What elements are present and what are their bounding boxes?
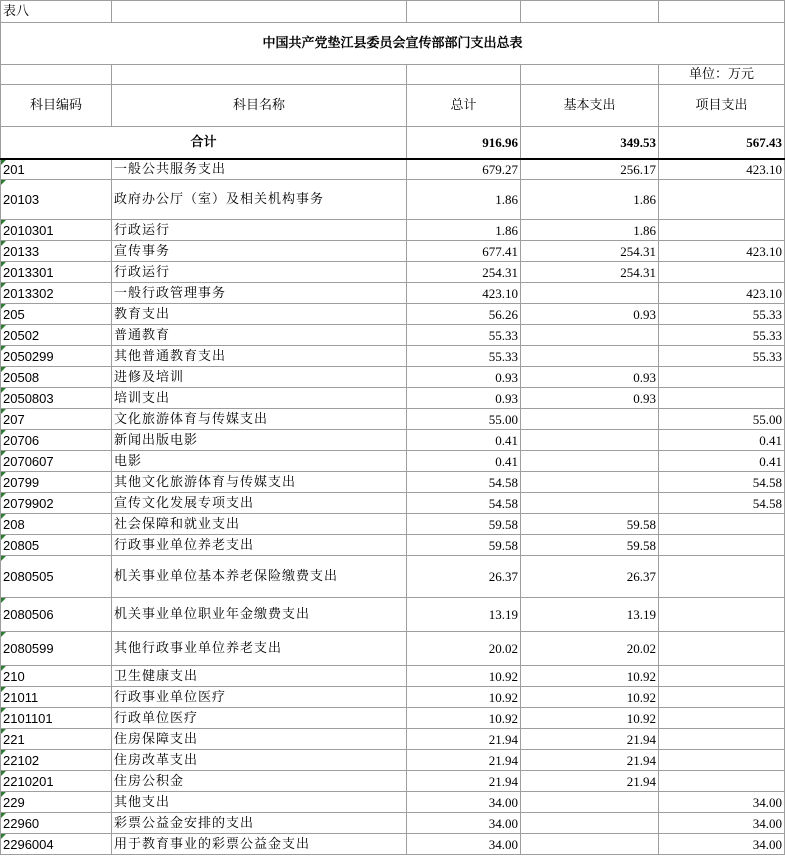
row-project[interactable]: 34.00 xyxy=(659,792,785,813)
row-code[interactable]: 22960 xyxy=(1,813,112,834)
row-project[interactable] xyxy=(659,514,785,535)
row-total[interactable]: 1.86 xyxy=(407,180,521,220)
empty-cell[interactable] xyxy=(521,65,659,85)
header-project[interactable]: 项目支出 xyxy=(659,85,785,127)
row-total[interactable]: 21.94 xyxy=(407,750,521,771)
row-project[interactable]: 0.41 xyxy=(659,430,785,451)
row-name[interactable]: 用于教育事业的彩票公益金支出 xyxy=(112,834,407,855)
row-total[interactable]: 20.02 xyxy=(407,632,521,666)
row-project[interactable] xyxy=(659,632,785,666)
row-code[interactable]: 20706 xyxy=(1,430,112,451)
table-row xyxy=(1,451,785,472)
table-row xyxy=(1,367,785,388)
empty-cell[interactable] xyxy=(1,65,112,85)
row-total[interactable]: 0.41 xyxy=(407,451,521,472)
table-row xyxy=(1,304,785,325)
row-project[interactable] xyxy=(659,262,785,283)
row-total[interactable]: 59.58 xyxy=(407,535,521,556)
table-row xyxy=(1,792,785,813)
row-project[interactable]: 55.33 xyxy=(659,325,785,346)
row-code[interactable]: 2080506 xyxy=(1,598,112,632)
row-project[interactable] xyxy=(659,708,785,729)
row-total[interactable]: 21.94 xyxy=(407,729,521,750)
row-code[interactable]: 2013302 xyxy=(1,283,112,304)
row-basic[interactable]: 21.94 xyxy=(521,771,659,792)
row-project[interactable] xyxy=(659,729,785,750)
row-project[interactable]: 55.33 xyxy=(659,304,785,325)
table-row xyxy=(1,493,785,514)
row-name[interactable]: 进修及培训 xyxy=(112,367,407,388)
table-row xyxy=(1,262,785,283)
row-total[interactable]: 21.94 xyxy=(407,771,521,792)
row-code[interactable]: 229 xyxy=(1,792,112,813)
table-row xyxy=(1,556,785,598)
table-row xyxy=(1,220,785,241)
row-project[interactable]: 0.41 xyxy=(659,451,785,472)
row-project[interactable]: 34.00 xyxy=(659,813,785,834)
table-row xyxy=(1,729,785,750)
row-code[interactable]: 22102 xyxy=(1,750,112,771)
row-name[interactable]: 电影 xyxy=(112,451,407,472)
row-project[interactable] xyxy=(659,180,785,220)
row-code[interactable]: 2080505 xyxy=(1,556,112,598)
row-name[interactable]: 培训支出 xyxy=(112,388,407,409)
table-row xyxy=(1,388,785,409)
row-basic[interactable]: 59.58 xyxy=(521,514,659,535)
row-code[interactable]: 2050299 xyxy=(1,346,112,367)
row-total[interactable]: 34.00 xyxy=(407,813,521,834)
total-row xyxy=(1,127,785,159)
row-total[interactable]: 10.92 xyxy=(407,708,521,729)
row-total[interactable]: 34.00 xyxy=(407,834,521,855)
row-code[interactable]: 2296004 xyxy=(1,834,112,855)
row-name[interactable]: 政府办公厅（室）及相关机构事务 xyxy=(112,180,407,220)
empty-cell[interactable] xyxy=(521,1,659,23)
row-name[interactable]: 普通教育 xyxy=(112,325,407,346)
row-project[interactable]: 55.00 xyxy=(659,409,785,430)
row-project[interactable]: 54.58 xyxy=(659,472,785,493)
row-total[interactable]: 1.86 xyxy=(407,220,521,241)
row-basic[interactable] xyxy=(521,409,659,430)
row-basic[interactable] xyxy=(521,472,659,493)
row-code[interactable]: 2050803 xyxy=(1,388,112,409)
header-code[interactable]: 科目编码 xyxy=(1,85,112,127)
row-basic[interactable]: 256.17 xyxy=(521,159,659,180)
row-total[interactable]: 54.58 xyxy=(407,493,521,514)
row-total[interactable]: 254.31 xyxy=(407,262,521,283)
row-name[interactable]: 行政运行 xyxy=(112,220,407,241)
row-name[interactable]: 其他普通教育支出 xyxy=(112,346,407,367)
empty-cell[interactable] xyxy=(112,65,407,85)
row-code[interactable]: 2210201 xyxy=(1,771,112,792)
row-total[interactable]: 56.26 xyxy=(407,304,521,325)
row-basic[interactable]: 21.94 xyxy=(521,729,659,750)
row-project[interactable] xyxy=(659,535,785,556)
header-name[interactable]: 科目名称 xyxy=(112,85,407,127)
row-basic[interactable] xyxy=(521,493,659,514)
row-total[interactable]: 679.27 xyxy=(407,159,521,180)
row-name[interactable]: 新闻出版电影 xyxy=(112,430,407,451)
row-project[interactable]: 423.10 xyxy=(659,241,785,262)
row-total[interactable]: 26.37 xyxy=(407,556,521,598)
row-project[interactable] xyxy=(659,556,785,598)
row-project[interactable] xyxy=(659,750,785,771)
unit-row xyxy=(1,65,785,85)
row-code[interactable]: 20133 xyxy=(1,241,112,262)
empty-cell[interactable] xyxy=(659,1,785,23)
row-name[interactable]: 行政事业单位养老支出 xyxy=(112,535,407,556)
row-basic[interactable]: 254.31 xyxy=(521,262,659,283)
row-code[interactable]: 2079902 xyxy=(1,493,112,514)
row-basic[interactable] xyxy=(521,430,659,451)
row-project[interactable] xyxy=(659,388,785,409)
table-row xyxy=(1,325,785,346)
row-basic[interactable] xyxy=(521,346,659,367)
row-basic[interactable]: 0.93 xyxy=(521,388,659,409)
row-basic[interactable]: 59.58 xyxy=(521,535,659,556)
row-name[interactable]: 宣传文化发展专项支出 xyxy=(112,493,407,514)
empty-cell[interactable] xyxy=(407,65,521,85)
row-project[interactable] xyxy=(659,598,785,632)
row-code[interactable]: 20805 xyxy=(1,535,112,556)
row-project[interactable] xyxy=(659,367,785,388)
header-basic[interactable]: 基本支出 xyxy=(521,85,659,127)
row-code[interactable]: 210 xyxy=(1,666,112,687)
row-name[interactable]: 其他行政事业单位养老支出 xyxy=(112,632,407,666)
total-basic[interactable]: 349.53 xyxy=(521,127,659,159)
table-row xyxy=(1,409,785,430)
header-total[interactable]: 总计 xyxy=(407,85,521,127)
table-row xyxy=(1,535,785,556)
row-basic[interactable] xyxy=(521,792,659,813)
title-row xyxy=(1,23,785,65)
tag-row xyxy=(1,1,785,23)
empty-cell[interactable] xyxy=(407,1,521,23)
row-total[interactable]: 59.58 xyxy=(407,514,521,535)
row-code[interactable]: 2010301 xyxy=(1,220,112,241)
row-project[interactable] xyxy=(659,771,785,792)
row-name[interactable]: 住房改革支出 xyxy=(112,750,407,771)
row-code[interactable]: 207 xyxy=(1,409,112,430)
row-code[interactable]: 20508 xyxy=(1,367,112,388)
row-code[interactable]: 20799 xyxy=(1,472,112,493)
row-name[interactable]: 行政单位医疗 xyxy=(112,708,407,729)
row-code[interactable]: 20502 xyxy=(1,325,112,346)
table-row xyxy=(1,708,785,729)
row-name[interactable]: 机关事业单位职业年金缴费支出 xyxy=(112,598,407,632)
table-row xyxy=(1,750,785,771)
row-name[interactable]: 卫生健康支出 xyxy=(112,666,407,687)
table-row xyxy=(1,834,785,855)
row-basic[interactable]: 1.86 xyxy=(521,220,659,241)
row-project[interactable] xyxy=(659,220,785,241)
row-code[interactable]: 221 xyxy=(1,729,112,750)
row-total[interactable]: 0.93 xyxy=(407,388,521,409)
table-row xyxy=(1,283,785,304)
row-basic[interactable]: 0.93 xyxy=(521,304,659,325)
row-name[interactable]: 一般行政管理事务 xyxy=(112,283,407,304)
empty-cell[interactable] xyxy=(112,1,407,23)
row-name[interactable]: 一般公共服务支出 xyxy=(112,159,407,180)
table-row xyxy=(1,430,785,451)
table-row xyxy=(1,687,785,708)
row-code[interactable]: 2013301 xyxy=(1,262,112,283)
table-row xyxy=(1,813,785,834)
row-code[interactable]: 2101101 xyxy=(1,708,112,729)
sheet-tag[interactable]: 表八 xyxy=(1,1,112,23)
row-name[interactable]: 其他支出 xyxy=(112,792,407,813)
row-project[interactable]: 423.10 xyxy=(659,283,785,304)
row-basic[interactable]: 10.92 xyxy=(521,708,659,729)
row-name[interactable]: 机关事业单位基本养老保险缴费支出 xyxy=(112,556,407,598)
row-basic[interactable]: 13.19 xyxy=(521,598,659,632)
row-total[interactable]: 13.19 xyxy=(407,598,521,632)
row-name[interactable]: 住房保障支出 xyxy=(112,729,407,750)
row-name[interactable]: 住房公积金 xyxy=(112,771,407,792)
row-total[interactable]: 677.41 xyxy=(407,241,521,262)
row-basic[interactable]: 10.92 xyxy=(521,687,659,708)
table-row xyxy=(1,346,785,367)
row-project[interactable]: 54.58 xyxy=(659,493,785,514)
row-basic[interactable]: 21.94 xyxy=(521,750,659,771)
row-basic[interactable] xyxy=(521,834,659,855)
total-label[interactable]: 合计 xyxy=(1,127,407,159)
row-basic[interactable] xyxy=(521,813,659,834)
row-name[interactable]: 行政运行 xyxy=(112,262,407,283)
row-basic[interactable]: 20.02 xyxy=(521,632,659,666)
total-value[interactable]: 916.96 xyxy=(407,127,521,159)
row-total[interactable]: 10.92 xyxy=(407,687,521,708)
row-name[interactable]: 行政事业单位医疗 xyxy=(112,687,407,708)
row-name[interactable]: 教育支出 xyxy=(112,304,407,325)
row-total[interactable]: 0.93 xyxy=(407,367,521,388)
row-basic[interactable]: 0.93 xyxy=(521,367,659,388)
row-total[interactable]: 0.41 xyxy=(407,430,521,451)
row-code[interactable]: 208 xyxy=(1,514,112,535)
row-basic[interactable]: 10.92 xyxy=(521,666,659,687)
row-basic[interactable]: 254.31 xyxy=(521,241,659,262)
row-basic[interactable]: 1.86 xyxy=(521,180,659,220)
row-name[interactable]: 彩票公益金安排的支出 xyxy=(112,813,407,834)
table-row xyxy=(1,159,785,180)
table-row xyxy=(1,598,785,632)
row-name[interactable]: 其他文化旅游体育与传媒支出 xyxy=(112,472,407,493)
row-basic[interactable] xyxy=(521,451,659,472)
row-total[interactable]: 55.33 xyxy=(407,346,521,367)
row-name[interactable]: 宣传事务 xyxy=(112,241,407,262)
page-title[interactable]: 中国共产党垫江县委员会宣传部部门支出总表 xyxy=(1,23,785,65)
row-basic[interactable] xyxy=(521,283,659,304)
unit-label[interactable]: 单位：万元 xyxy=(659,65,785,85)
row-total[interactable]: 54.58 xyxy=(407,472,521,493)
row-total[interactable]: 10.92 xyxy=(407,666,521,687)
row-name[interactable]: 文化旅游体育与传媒支出 xyxy=(112,409,407,430)
row-project[interactable] xyxy=(659,666,785,687)
row-project[interactable] xyxy=(659,687,785,708)
total-project[interactable]: 567.43 xyxy=(659,127,785,159)
row-total[interactable]: 34.00 xyxy=(407,792,521,813)
row-total[interactable]: 55.33 xyxy=(407,325,521,346)
row-project[interactable]: 34.00 xyxy=(659,834,785,855)
table-row xyxy=(1,771,785,792)
table-row xyxy=(1,180,785,220)
header-row xyxy=(1,85,785,127)
table-row xyxy=(1,514,785,535)
table-row xyxy=(1,666,785,687)
row-total[interactable]: 423.10 xyxy=(407,283,521,304)
table-row xyxy=(1,241,785,262)
row-code[interactable]: 2080599 xyxy=(1,632,112,666)
row-code[interactable]: 21011 xyxy=(1,687,112,708)
row-project[interactable]: 423.10 xyxy=(659,159,785,180)
row-basic[interactable] xyxy=(521,325,659,346)
row-code[interactable]: 2070607 xyxy=(1,451,112,472)
row-name[interactable]: 社会保障和就业支出 xyxy=(112,514,407,535)
row-code[interactable]: 205 xyxy=(1,304,112,325)
row-code[interactable]: 20103 xyxy=(1,180,112,220)
table-row xyxy=(1,472,785,493)
row-project[interactable]: 55.33 xyxy=(659,346,785,367)
table-row xyxy=(1,632,785,666)
row-code[interactable]: 201 xyxy=(1,159,112,180)
row-total[interactable]: 55.00 xyxy=(407,409,521,430)
row-basic[interactable]: 26.37 xyxy=(521,556,659,598)
